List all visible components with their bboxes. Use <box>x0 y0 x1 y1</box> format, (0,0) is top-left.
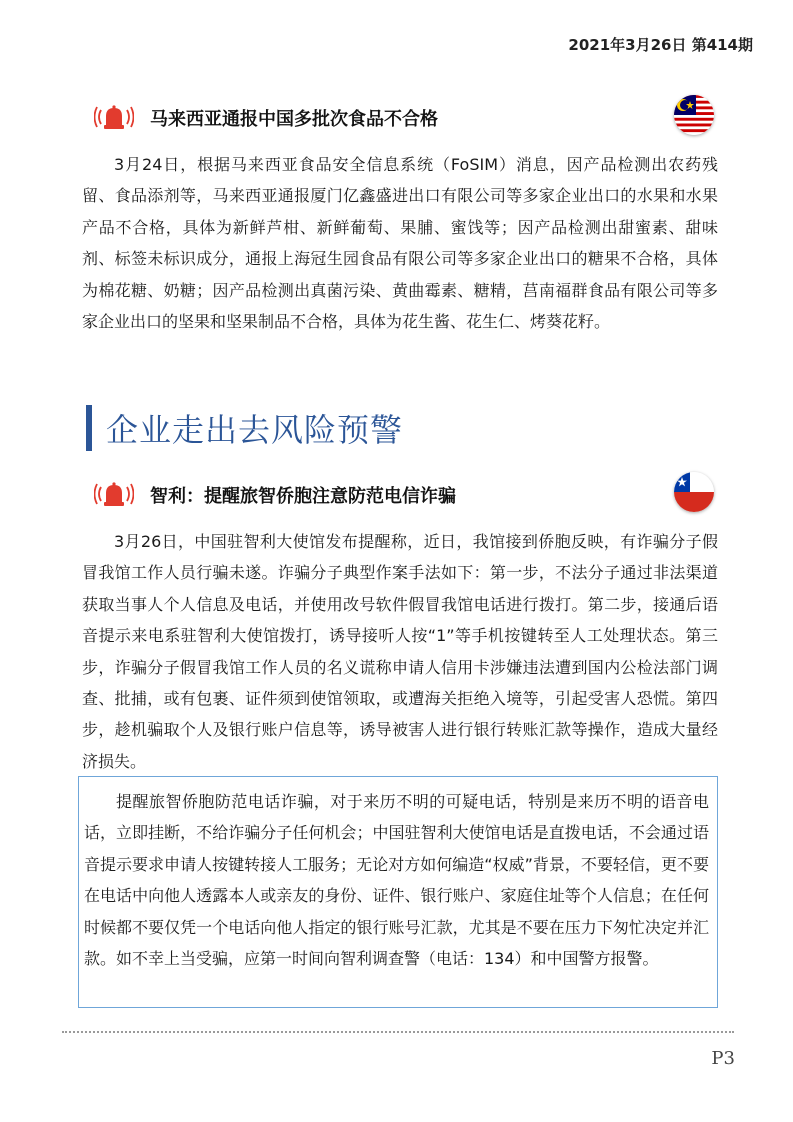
article-header-malaysia <box>94 95 714 139</box>
issue-date: 2021年3月26日 第414期 <box>568 36 753 54</box>
alarm-bell-icon <box>94 481 134 507</box>
tip-box <box>78 776 718 1008</box>
article-title: 智利：提醒旅智侨胞注意防范电信诈骗 <box>150 486 456 507</box>
malaysia-flag-icon <box>674 95 714 135</box>
banner-bar <box>86 405 92 451</box>
section-title: 企业走出去风险预警 <box>106 411 404 449</box>
page-number: P3 <box>711 1048 735 1069</box>
footer-divider <box>62 1031 734 1033</box>
tip-text: 提醒旅智侨胞防范电话诈骗，对于来历不明的可疑电话，特别是来历不明的语音电话，立即挂断，不给诈骗分子任何机会；中国驻智利大使馆电话是直拨电话，不会通过语音提示要求申请人按键转接人工服务；无论对方如何编造“权威”背景，不要轻信，更不要在电话中向他人透露本人或亲友的身份、证件、银行账户、家庭住址等个人信息；在任何时候都不要仅凭一个电话向他人指定的银行账号汇款，尤其是不要在压力下匆忙决定并汇款。如不幸上当受骗，应第一时间向智利调查警（电话：134）和中国警方报警。 <box>84 792 709 969</box>
article-body: 3月26日，中国驻智利大使馆发布提醒称，近日，我馆接到侨胞反映，有诈骗分子假冒我馆工作人员行骗未遂。诈骗分子典型作案手法如下：第一步，不法分子通过非法渠道获取当事人个人信息及电话，并使用改号软件假冒我馆电话进行拨打。第二步，接通后语音提示来电系驻智利大使馆拨打，诱导接听人按“1”等手机按键转至人工处理状态。第三步，诈骗分子假冒我馆工作人员的名义谎称申请人信用卡涉嫌违法遭到国内公检法部门调查、批捕，或有包裹、证件须到使馆领取，或遭海关拒绝入境等，引起受害人恐慌。第四步，趁机骗取个人及银行账户信息等，诱导被害人进行银行转账汇款等操作，造成大量经济损失。 <box>82 532 718 771</box>
chile-flag-icon <box>674 472 714 512</box>
article-header-chile <box>94 472 714 516</box>
article-title: 马来西亚通报中国多批次食品不合格 <box>150 109 438 130</box>
section-banner <box>86 401 706 455</box>
alarm-bell-icon <box>94 104 134 130</box>
article-body: 3月24日，根据马来西亚食品安全信息系统（FoSIM）消息，因产品检测出农药残留、食品添剂等，马来西亚通报厦门亿鑫盛进出口有限公司等多家企业出口的水果和水果产品不合格，具体为新鲜芦柑、新鲜葡萄、果脯、蜜饯等；因产品检测出甜蜜素、甜味剂、标签未标识成分，通报上海冠生园食品有限公司等多家企业出口的糖果不合格，具体为棉花糖、奶糖；因产品检测出真菌污染、黄曲霉素、糖精，莒南福群食品有限公司等多家企业出口的坚果和坚果制品不合格，具体为花生酱、花生仁、烤葵花籽。 <box>82 155 718 332</box>
